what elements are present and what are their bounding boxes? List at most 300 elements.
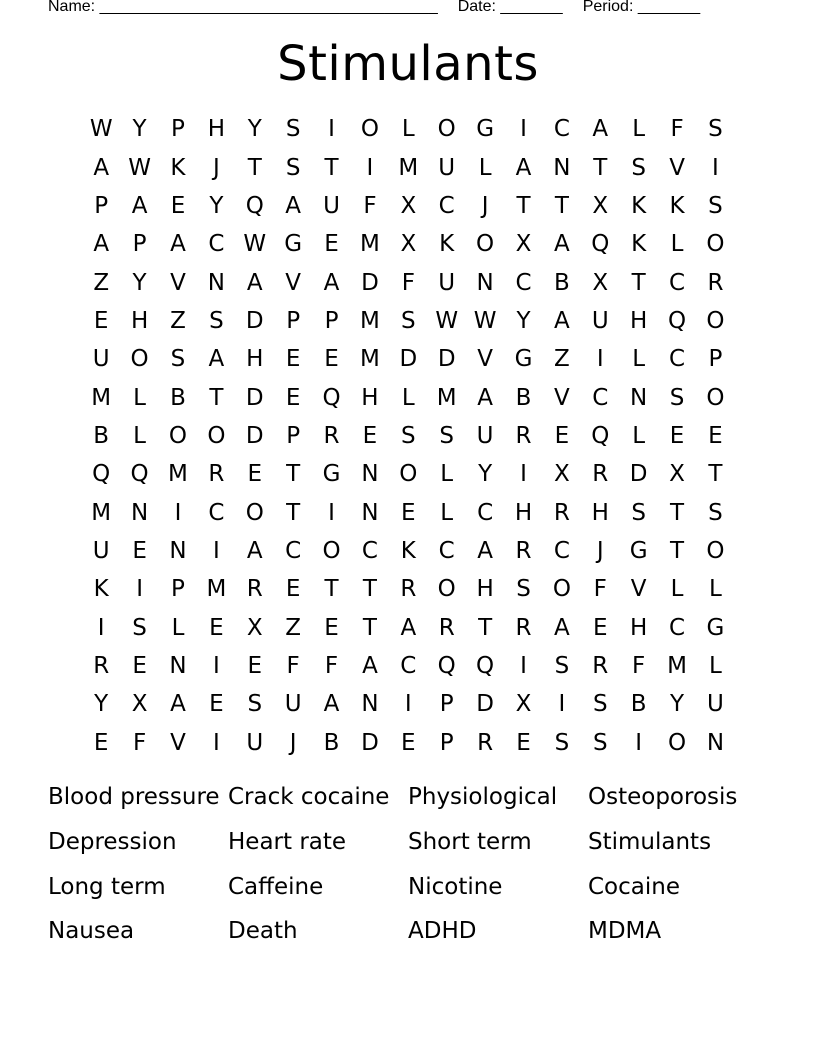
grid-cell[interactable]: C	[669, 269, 686, 296]
grid-cell[interactable]: G	[322, 461, 341, 488]
grid-cell[interactable]: L	[632, 422, 646, 449]
grid-cell[interactable]: S	[209, 307, 224, 334]
grid-cell[interactable]: D	[245, 384, 264, 411]
grid-cell[interactable]: M	[360, 307, 380, 334]
grid-cell[interactable]: B	[515, 384, 532, 411]
grid-cell[interactable]: C	[553, 537, 570, 564]
grid-cell[interactable]: M	[667, 652, 687, 679]
grid-cell[interactable]: O	[476, 231, 495, 258]
word-bank-item: Stimulants	[588, 829, 712, 856]
grid-cell[interactable]: Z	[554, 346, 570, 373]
grid-cell[interactable]: G	[476, 116, 495, 143]
grid-cell[interactable]: M	[360, 231, 380, 258]
grid-cell[interactable]: A	[477, 537, 493, 564]
grid-cell[interactable]: I	[328, 116, 335, 143]
word-bank-item: Osteoporosis	[588, 784, 738, 811]
grid-cell[interactable]: C	[285, 537, 302, 564]
grid-cell[interactable]: S	[170, 346, 186, 373]
grid-cell[interactable]: I	[328, 499, 335, 526]
grid-cell[interactable]: Q	[322, 384, 341, 411]
grid-cell[interactable]: M	[168, 461, 188, 488]
grid-cell[interactable]: R	[515, 614, 532, 641]
grid-cell[interactable]: O	[668, 729, 687, 756]
grid-cell[interactable]: P	[286, 307, 301, 334]
grid-cell[interactable]: A	[246, 269, 263, 296]
grid-cell[interactable]: T	[362, 614, 377, 641]
grid-cell[interactable]: F	[593, 576, 607, 603]
grid-cell[interactable]: S	[708, 499, 723, 526]
grid-cell[interactable]: F	[286, 652, 300, 679]
grid-cell[interactable]: E	[324, 346, 339, 373]
grid-cell[interactable]: T	[516, 192, 531, 219]
grid-cell[interactable]: E	[170, 192, 186, 219]
grid-cell[interactable]: O	[360, 116, 379, 143]
grid-cell[interactable]: T	[362, 576, 377, 603]
grid-cell[interactable]: H	[630, 614, 648, 641]
grid-cell[interactable]: T	[554, 192, 569, 219]
grid-cell[interactable]: E	[247, 461, 263, 488]
grid-cell[interactable]: D	[399, 346, 418, 373]
grid-cell[interactable]: C	[438, 192, 455, 219]
grid-cell[interactable]: I	[212, 652, 220, 679]
grid-cell[interactable]: O	[168, 422, 188, 449]
grid-cell[interactable]: D	[245, 422, 264, 449]
grid-cell[interactable]: N	[130, 499, 149, 526]
grid-cell[interactable]: U	[476, 422, 494, 449]
grid-cell[interactable]: Q	[476, 652, 495, 679]
grid-cell[interactable]: W	[243, 231, 267, 258]
grid-cell[interactable]: L	[440, 461, 454, 488]
grid-cell[interactable]: J	[481, 192, 489, 219]
grid-cell[interactable]: E	[209, 614, 224, 641]
grid-cell[interactable]: S	[401, 422, 416, 449]
grid-cell[interactable]: O	[437, 576, 456, 603]
grid-cell[interactable]: S	[631, 154, 646, 181]
grid-cell[interactable]: M	[206, 576, 227, 603]
grid-cell[interactable]: X	[400, 231, 417, 258]
grid-cell[interactable]: Z	[285, 614, 302, 641]
grid-cell[interactable]: V	[554, 384, 570, 411]
grid-cell[interactable]: P	[708, 346, 723, 373]
grid-cell[interactable]: B	[553, 269, 570, 296]
grid-cell[interactable]: R	[93, 652, 110, 679]
grid-cell[interactable]: L	[133, 384, 146, 411]
grid-cell[interactable]: L	[670, 576, 684, 603]
grid-cell[interactable]: R	[515, 537, 532, 564]
grid-cell[interactable]: I	[404, 691, 412, 718]
grid-cell[interactable]: C	[515, 269, 532, 296]
grid-cell[interactable]: Y	[132, 116, 147, 143]
grid-cell[interactable]: H	[246, 346, 264, 373]
grid-cell[interactable]: C	[553, 116, 570, 143]
grid-cell[interactable]: E	[209, 691, 224, 718]
grid-cell[interactable]: I	[712, 154, 719, 181]
grid-cell[interactable]: Y	[478, 461, 493, 488]
grid-cell[interactable]: A	[323, 691, 340, 718]
word-bank-item: Heart rate	[228, 829, 347, 856]
grid-cell[interactable]: L	[632, 116, 646, 143]
grid-cell[interactable]: K	[631, 231, 647, 258]
grid-cell[interactable]: L	[401, 384, 415, 411]
grid-cell[interactable]: C	[592, 384, 609, 411]
grid-cell[interactable]: C	[477, 499, 494, 526]
grid-cell[interactable]: A	[477, 384, 493, 411]
grid-cell[interactable]: I	[596, 346, 604, 373]
grid-cell[interactable]: Y	[209, 192, 224, 219]
grid-cell[interactable]: A	[323, 269, 340, 296]
grid-cell[interactable]: A	[170, 691, 186, 718]
grid-cell[interactable]: G	[706, 614, 725, 641]
grid-cell[interactable]: L	[171, 614, 185, 641]
grid-cell[interactable]: T	[670, 537, 685, 564]
grid-cell[interactable]: K	[631, 192, 647, 219]
word-bank-item: ADHD	[408, 918, 477, 945]
grid-cell[interactable]: U	[92, 346, 110, 373]
grid-cell[interactable]: H	[514, 499, 533, 526]
grid-cell[interactable]: D	[437, 346, 456, 373]
grid-cell[interactable]: M	[91, 384, 112, 411]
grid-cell[interactable]: W	[128, 154, 151, 181]
grid-cell[interactable]: O	[706, 231, 725, 258]
grid-cell[interactable]: E	[593, 614, 608, 641]
grid-cell[interactable]: O	[552, 576, 571, 603]
grid-cell[interactable]: G	[629, 537, 648, 564]
grid-cell[interactable]: A	[246, 537, 263, 564]
grid-cell[interactable]: H	[361, 384, 379, 411]
grid-cell[interactable]: K	[669, 192, 685, 219]
grid-cell[interactable]: F	[132, 729, 147, 756]
grid-cell[interactable]: S	[708, 116, 723, 143]
grid-cell[interactable]: Z	[93, 269, 110, 296]
grid-cell[interactable]: Q	[668, 307, 687, 334]
grid-cell[interactable]: E	[401, 499, 416, 526]
grid-cell[interactable]: I	[366, 154, 374, 181]
grid-cell[interactable]: P	[324, 307, 339, 334]
grid-cell[interactable]: A	[131, 192, 148, 219]
grid-cell[interactable]: R	[400, 576, 417, 603]
grid-cell[interactable]: X	[592, 269, 609, 296]
grid-cell[interactable]: N	[207, 269, 225, 296]
grid-cell[interactable]: C	[208, 499, 225, 526]
grid-cell[interactable]: O	[130, 346, 149, 373]
grid-cell[interactable]: O	[207, 422, 226, 449]
grid-cell[interactable]: K	[93, 576, 109, 603]
grid-cell[interactable]: N	[553, 154, 571, 181]
grid-cell[interactable]: T	[247, 154, 262, 181]
grid-cell[interactable]: E	[708, 422, 723, 449]
grid-cell[interactable]: S	[401, 307, 416, 334]
grid-cell[interactable]: X	[400, 192, 417, 219]
grid-cell[interactable]: E	[554, 422, 570, 449]
grid-cell[interactable]: I	[212, 537, 220, 564]
grid-cell[interactable]: T	[708, 461, 723, 488]
grid-cell[interactable]: I	[97, 614, 105, 641]
grid-cell[interactable]: H	[476, 576, 494, 603]
grid-cell[interactable]: N	[361, 461, 379, 488]
grid-cell[interactable]: L	[632, 346, 646, 373]
word-bank-item: MDMA	[588, 918, 662, 945]
grid-cell[interactable]: A	[592, 116, 609, 143]
grid-cell[interactable]: K	[400, 537, 416, 564]
grid-cell[interactable]: E	[247, 652, 263, 679]
grid-cell[interactable]: J	[212, 154, 220, 181]
grid-cell[interactable]: Q	[437, 652, 456, 679]
grid-cell[interactable]: U	[438, 269, 456, 296]
grid-cell[interactable]: C	[438, 537, 455, 564]
grid-cell[interactable]: T	[478, 614, 493, 641]
grid-cell[interactable]: L	[440, 499, 454, 526]
grid-cell[interactable]: I	[520, 461, 527, 488]
grid-cell[interactable]: X	[592, 192, 609, 219]
grid-cell[interactable]: H	[591, 499, 609, 526]
grid-cell[interactable]: U	[323, 192, 340, 219]
grid-cell[interactable]: O	[322, 537, 341, 564]
grid-cell[interactable]: S	[554, 652, 570, 679]
grid-cell[interactable]: G	[284, 231, 303, 258]
grid-cell[interactable]: R	[515, 422, 532, 449]
grid-cell[interactable]: O	[437, 116, 456, 143]
grid-cell[interactable]: S	[285, 116, 301, 143]
grid-cell[interactable]: U	[438, 154, 456, 181]
grid-cell[interactable]: S	[669, 384, 685, 411]
grid-cell[interactable]: U	[284, 691, 302, 718]
grid-cell[interactable]: E	[324, 231, 339, 258]
grid-cell[interactable]: Y	[670, 691, 685, 718]
grid-cell[interactable]: M	[398, 154, 419, 181]
grid-cell[interactable]: C	[208, 231, 225, 258]
grid-cell[interactable]: S	[439, 422, 455, 449]
grid-cell[interactable]: D	[476, 691, 494, 718]
grid-cell[interactable]: Q	[92, 461, 111, 488]
grid-cell[interactable]: A	[93, 154, 110, 181]
grid-cell[interactable]: H	[130, 307, 149, 334]
grid-cell[interactable]: Q	[591, 231, 610, 258]
grid-cell[interactable]: L	[709, 576, 722, 603]
grid-cell[interactable]: L	[670, 231, 684, 258]
grid-cell[interactable]: T	[324, 154, 339, 181]
grid-cell[interactable]: N	[476, 269, 494, 296]
grid-cell[interactable]: R	[438, 614, 455, 641]
grid-cell[interactable]: P	[171, 116, 185, 143]
grid-cell[interactable]: Z	[170, 307, 186, 334]
grid-cell[interactable]: X	[246, 614, 263, 641]
grid-cell[interactable]: U	[246, 729, 264, 756]
grid-cell[interactable]: W	[435, 307, 459, 334]
grid-cell[interactable]: F	[324, 652, 339, 679]
grid-cell[interactable]: S	[592, 691, 608, 718]
grid-cell[interactable]: L	[478, 154, 492, 181]
grid-cell[interactable]: Y	[132, 269, 147, 296]
grid-cell[interactable]: A	[170, 231, 186, 258]
word-bank-item: Caffeine	[228, 873, 324, 900]
grid-cell[interactable]: X	[515, 691, 532, 718]
grid-cell[interactable]: Q	[245, 192, 264, 219]
grid-cell[interactable]: V	[477, 346, 493, 373]
grid-cell[interactable]: V	[630, 576, 647, 603]
name-field: Name: ______________________________________	[48, 0, 438, 15]
grid-cell[interactable]: P	[439, 691, 454, 718]
grid-cell[interactable]: N	[706, 729, 725, 756]
grid-cell[interactable]: S	[708, 192, 723, 219]
grid-cell[interactable]: I	[635, 729, 643, 756]
grid-cell[interactable]: O	[706, 537, 725, 564]
grid-cell[interactable]: A	[285, 192, 302, 219]
grid-cell[interactable]: S	[554, 729, 570, 756]
grid-cell[interactable]: O	[245, 499, 264, 526]
grid-cell[interactable]: I	[136, 576, 143, 603]
grid-cell[interactable]: E	[669, 422, 685, 449]
grid-cell[interactable]: C	[669, 346, 686, 373]
grid-cell[interactable]: Q	[591, 422, 610, 449]
grid-cell[interactable]: F	[632, 652, 646, 679]
grid-cell[interactable]: T	[631, 269, 646, 296]
grid-cell[interactable]: I	[174, 499, 182, 526]
grid-cell[interactable]: A	[515, 154, 532, 181]
grid-cell[interactable]: R	[477, 729, 494, 756]
grid-cell[interactable]: O	[706, 384, 725, 411]
grid-cell[interactable]: S	[631, 499, 646, 526]
grid-cell[interactable]: I	[212, 729, 220, 756]
grid-cell[interactable]: I	[558, 691, 566, 718]
grid-cell[interactable]: E	[285, 346, 301, 373]
grid-cell[interactable]: W	[473, 307, 497, 334]
grid-cell[interactable]: R	[592, 652, 609, 679]
grid-cell[interactable]: A	[362, 652, 378, 679]
word-bank-item: Short term	[408, 829, 532, 856]
grid-cell[interactable]: A	[208, 346, 225, 373]
grid-cell[interactable]: C	[361, 537, 378, 564]
grid-cell[interactable]: I	[520, 652, 527, 679]
grid-cell[interactable]: A	[93, 231, 110, 258]
grid-cell[interactable]: B	[93, 422, 110, 449]
grid-cell[interactable]: E	[285, 384, 301, 411]
grid-cell[interactable]: T	[286, 499, 301, 526]
grid-cell[interactable]: L	[133, 422, 146, 449]
grid-cell[interactable]: N	[630, 384, 648, 411]
grid-cell[interactable]: S	[247, 691, 263, 718]
grid-cell[interactable]: N	[361, 691, 379, 718]
grid-cell[interactable]: T	[286, 461, 301, 488]
grid-cell[interactable]: E	[93, 729, 109, 756]
date-field: Date: _______	[457, 0, 563, 15]
grid-cell[interactable]: V	[285, 269, 302, 296]
grid-cell[interactable]: M	[91, 499, 112, 526]
grid-cell[interactable]: W	[89, 116, 113, 143]
grid-cell[interactable]: V	[669, 154, 685, 181]
grid-cell[interactable]: C	[400, 652, 417, 679]
grid-cell[interactable]: I	[520, 116, 527, 143]
grid-cell[interactable]: U	[92, 537, 110, 564]
grid-cell[interactable]: A	[400, 614, 417, 641]
grid-cell[interactable]: C	[669, 614, 686, 641]
grid-cell[interactable]: N	[361, 499, 379, 526]
grid-cell[interactable]: R	[553, 499, 570, 526]
grid-cell[interactable]: V	[170, 729, 186, 756]
grid-cell[interactable]: T	[209, 384, 224, 411]
grid-cell[interactable]: A	[554, 614, 570, 641]
grid-cell[interactable]: H	[207, 116, 226, 143]
grid-cell[interactable]: R	[246, 576, 263, 603]
grid-cell[interactable]: D	[361, 269, 379, 296]
grid-cell[interactable]: Y	[94, 691, 109, 718]
grid-cell[interactable]: U	[591, 307, 609, 334]
grid-cell[interactable]: Y	[516, 307, 531, 334]
grid-cell[interactable]: F	[670, 116, 684, 143]
grid-cell[interactable]: D	[245, 307, 264, 334]
grid-cell[interactable]: S	[285, 154, 301, 181]
grid-cell[interactable]: R	[208, 461, 225, 488]
grid-cell[interactable]: T	[593, 154, 608, 181]
grid-cell[interactable]: E	[516, 729, 531, 756]
grid-cell[interactable]: D	[361, 729, 379, 756]
grid-cell[interactable]: E	[285, 576, 301, 603]
grid-cell[interactable]: Y	[247, 116, 262, 143]
grid-cell[interactable]: F	[363, 192, 377, 219]
word-bank-item: Blood pressure	[48, 784, 220, 811]
grid-cell[interactable]: X	[515, 231, 532, 258]
grid-cell[interactable]: J	[289, 729, 297, 756]
grid-cell[interactable]: G	[514, 346, 533, 373]
grid-cell[interactable]: P	[94, 192, 109, 219]
grid-cell[interactable]: S	[516, 576, 531, 603]
grid-cell[interactable]: R	[707, 269, 724, 296]
grid-cell[interactable]: B	[323, 729, 340, 756]
grid-cell[interactable]: X	[669, 461, 685, 488]
grid-cell[interactable]: R	[592, 461, 609, 488]
grid-cell[interactable]: H	[630, 307, 648, 334]
grid-cell[interactable]: P	[286, 422, 301, 449]
grid-cell[interactable]: T	[670, 499, 685, 526]
grid-cell[interactable]: E	[132, 652, 147, 679]
grid-cell[interactable]: E	[324, 614, 339, 641]
grid-cell[interactable]: P	[171, 576, 185, 603]
grid-cell[interactable]: D	[629, 461, 648, 488]
word-bank-item: Death	[228, 918, 298, 945]
grid-cell[interactable]: E	[401, 729, 416, 756]
grid-cell[interactable]: S	[592, 729, 608, 756]
grid-cell[interactable]: Q	[130, 461, 149, 488]
grid-cell[interactable]: E	[93, 307, 109, 334]
grid-cell[interactable]: B	[170, 384, 186, 411]
grid-cell[interactable]: K	[170, 154, 186, 181]
grid-cell[interactable]: M	[436, 384, 457, 411]
grid-cell[interactable]: S	[132, 614, 147, 641]
grid-cell[interactable]: K	[439, 231, 455, 258]
grid-cell[interactable]: O	[399, 461, 418, 488]
grid-cell[interactable]: N	[169, 537, 187, 564]
grid-cell[interactable]: O	[706, 307, 725, 334]
grid-cell[interactable]: N	[169, 652, 187, 679]
grid-cell[interactable]: A	[554, 307, 570, 334]
grid-cell[interactable]: M	[360, 346, 380, 373]
grid-cell[interactable]: J	[596, 537, 604, 564]
grid-cell[interactable]: L	[401, 116, 415, 143]
grid-cell[interactable]: V	[170, 269, 186, 296]
grid-cell[interactable]: U	[707, 691, 724, 718]
grid-cell[interactable]: E	[132, 537, 147, 564]
grid-cell[interactable]: E	[362, 422, 378, 449]
grid-cell[interactable]: B	[630, 691, 647, 718]
grid-cell[interactable]: X	[131, 691, 148, 718]
grid-cell[interactable]: X	[554, 461, 570, 488]
grid-cell[interactable]: A	[554, 231, 570, 258]
grid-cell[interactable]: L	[709, 652, 722, 679]
grid-cell[interactable]: R	[323, 422, 340, 449]
grid-cell[interactable]: P	[439, 729, 454, 756]
grid-cell[interactable]: T	[324, 576, 339, 603]
grid-cell[interactable]: P	[132, 231, 147, 258]
grid-cell[interactable]: F	[401, 269, 415, 296]
